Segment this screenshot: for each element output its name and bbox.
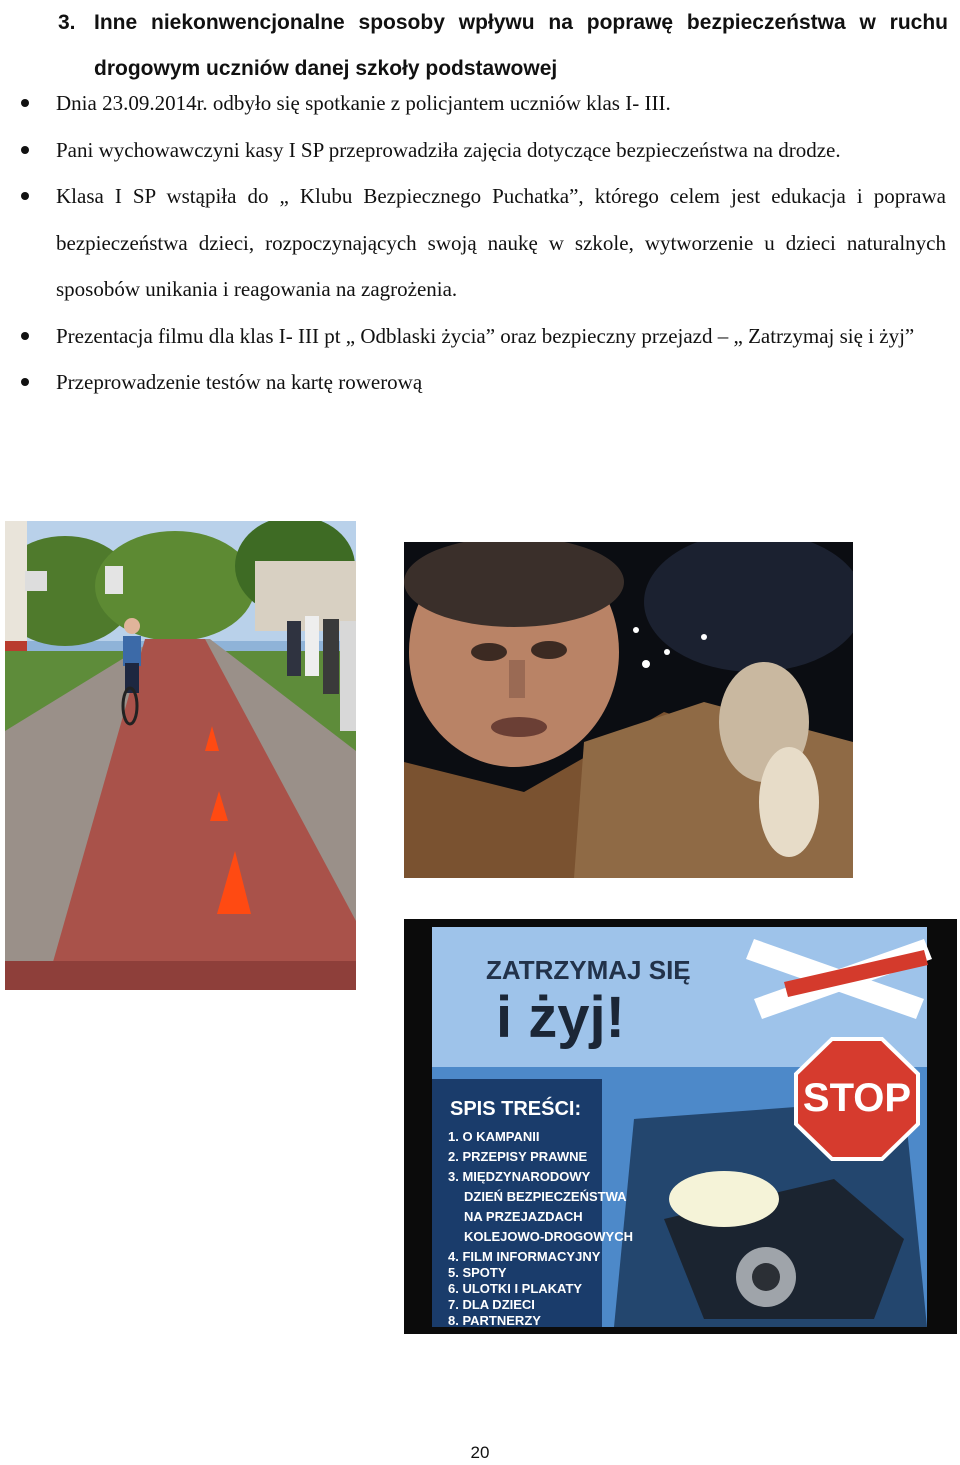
list-item: Przeprowadzenie testów na kartę rowerową — [0, 359, 946, 406]
list-item: Dnia 23.09.2014r. odbyło się spotkanie z policjantem uczniów klas I- III. — [0, 80, 946, 127]
page-number: 20 — [470, 1443, 490, 1462]
toc-item: 5. SPOTY — [448, 1265, 507, 1280]
toc-item: 1. O KAMPANII — [448, 1129, 540, 1144]
list-item: Pani wychowawczyni kasy I SP przeprowadziła zajęcia dotyczące bezpieczeństwa na drodze. — [0, 127, 946, 174]
bullet-icon — [21, 332, 29, 340]
section-title: Inne niekonwencjonalne sposoby wpływu na poprawę bezpieczeństwa w ruchu drogowym uczniów danej szkoły podstawowej — [94, 11, 948, 80]
photo-bike-test — [5, 521, 356, 990]
toc-item: 7. DLA DZIECI — [448, 1297, 535, 1312]
section-heading — [58, 0, 948, 92]
toc-item: 6. ULOTKI I PLAKATY — [448, 1281, 583, 1296]
bullet-icon — [21, 146, 29, 154]
photo-campaign-poster — [404, 919, 957, 1334]
poster-title-line1: ZATRZYMAJ SIĘ — [486, 955, 691, 985]
poster-title-line2: i żyj! — [496, 985, 625, 1050]
toc-item: 4. FILM INFORMACYJNY — [448, 1249, 601, 1264]
bullet-icon — [21, 378, 29, 386]
stop-sign-text: STOP — [802, 1076, 912, 1120]
photo-film-still — [404, 542, 853, 878]
toc-heading: SPIS TREŚCI: — [450, 1098, 582, 1120]
section-number: 3. — [58, 11, 76, 34]
bullet-list — [0, 80, 960, 406]
toc-item: DZIEŃ BEZPIECZEŃSTWA — [464, 1189, 627, 1204]
toc-item: 8. PARTNERZY — [448, 1313, 541, 1328]
list-item: Klasa I SP wstąpiła do „ Klubu Bezpiecznego Puchatka”, którego celem jest edukacja i poprawa bezpieczeństwa dzieci, rozpoczynających swoją naukę w szkole, wytworzenie u dzieci naturalnych sposobów unikania i reagowania na zagrożenia. — [0, 173, 946, 313]
toc-item: 3. MIĘDZYNARODOWY — [448, 1169, 591, 1184]
toc-item: NA PRZEJAZDACH — [464, 1209, 583, 1224]
bullet-icon — [21, 99, 29, 107]
bullet-icon — [21, 192, 29, 200]
list-item: Prezentacja filmu dla klas I- III pt „ Odblaski życia” oraz bezpieczny przejazd – „ Zatrzymaj się i żyj” — [0, 313, 946, 360]
toc-item: KOLEJOWO-DROGOWYCH — [464, 1229, 633, 1244]
toc-item: 2. PRZEPISY PRAWNE — [448, 1149, 588, 1164]
